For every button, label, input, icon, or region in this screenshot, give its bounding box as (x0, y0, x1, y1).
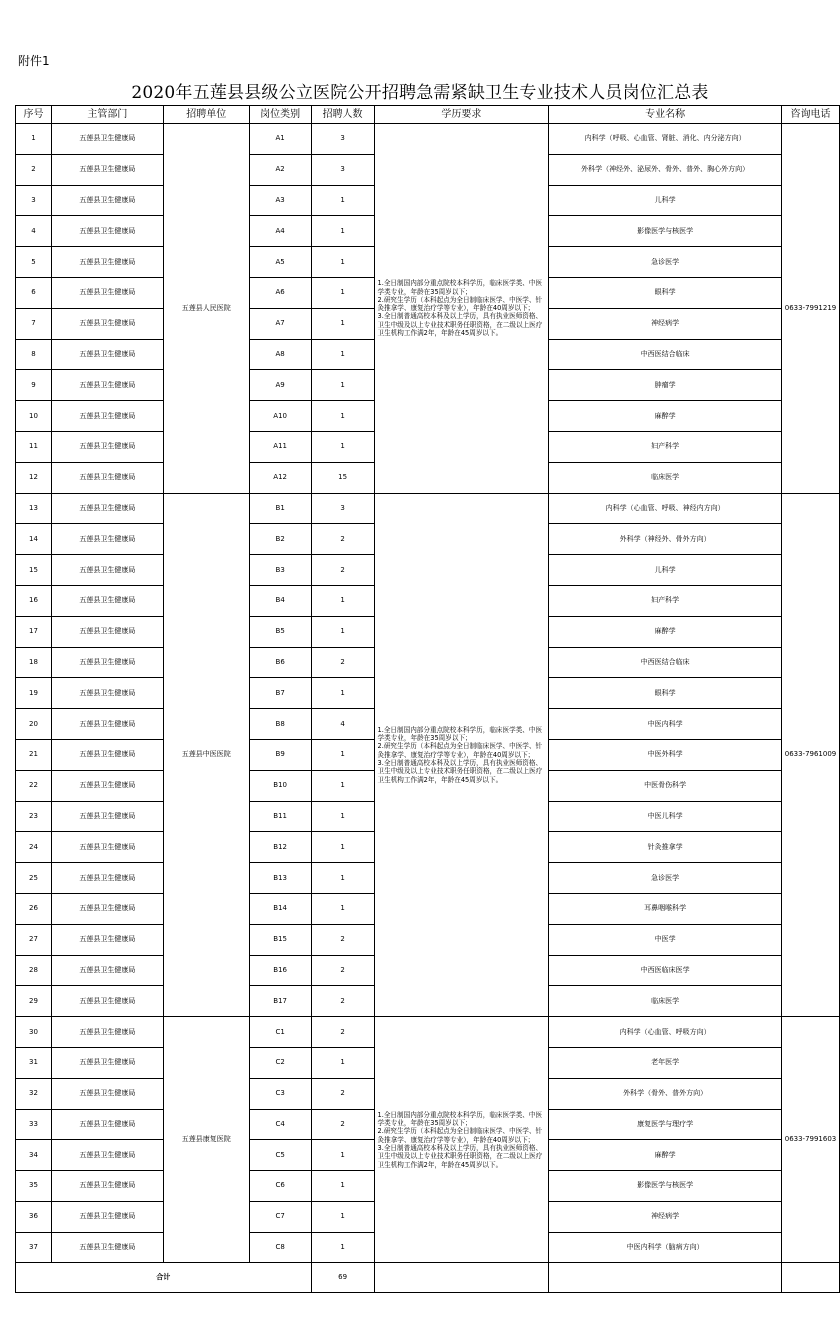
major-name: 眼科学 (549, 277, 782, 308)
row-number: 14 (16, 524, 52, 555)
hire-count: 2 (311, 555, 374, 586)
major-name: 儿科学 (549, 555, 782, 586)
hire-count: 4 (311, 709, 374, 740)
major-name: 急诊医学 (549, 247, 782, 278)
department-cell: 五莲县卫生健康局 (51, 524, 163, 555)
position-code: A4 (249, 216, 311, 247)
row-number: 7 (16, 308, 52, 339)
department-cell: 五莲县卫生健康局 (51, 770, 163, 801)
major-name: 肿瘤学 (549, 370, 782, 401)
hire-count: 1 (311, 1171, 374, 1202)
hire-count: 3 (311, 493, 374, 524)
hire-count: 1 (311, 893, 374, 924)
education-requirement: 1.全日制国内部分重点院校本科学历，临床医学类、中医学类专业，年龄在35周岁以下； 2.研究生学历（本科起点为全日制临床医学、中医学、针灸推拿学、康复治疗学等专业），年龄在40周岁以下； 3.全日制普通高校本科及以上学历，具有执业医师资格、卫生中级及以上专业技术职务任职资格，在二级以上医疗卫生机构工作满2年，年龄在45周岁以下。 (374, 493, 549, 1017)
position-code: B11 (249, 801, 311, 832)
row-number: 1 (16, 124, 52, 155)
department-cell: 五莲县卫生健康局 (51, 1171, 163, 1202)
hire-count: 1 (311, 616, 374, 647)
row-number: 27 (16, 924, 52, 955)
hire-count: 1 (311, 431, 374, 462)
hire-count: 1 (311, 1140, 374, 1171)
major-name: 麻醉学 (549, 1140, 782, 1171)
row-number: 30 (16, 1017, 52, 1048)
row-number: 34 (16, 1140, 52, 1171)
header-cell: 招聘人数 (311, 106, 374, 124)
table-row (16, 1017, 840, 1048)
hire-count: 2 (311, 986, 374, 1017)
row-number: 10 (16, 401, 52, 432)
row-number: 31 (16, 1047, 52, 1078)
row-number: 19 (16, 678, 52, 709)
hire-count: 1 (311, 770, 374, 801)
position-code: C5 (249, 1140, 311, 1171)
department-cell: 五莲县卫生健康局 (51, 585, 163, 616)
position-code: B7 (249, 678, 311, 709)
position-code: A3 (249, 185, 311, 216)
department-cell: 五莲县卫生健康局 (51, 955, 163, 986)
row-number: 6 (16, 277, 52, 308)
department-cell: 五莲县卫生健康局 (51, 832, 163, 863)
major-name: 中医外科学 (549, 739, 782, 770)
major-name: 妇产科学 (549, 431, 782, 462)
position-code: A7 (249, 308, 311, 339)
row-number: 22 (16, 770, 52, 801)
major-name: 儿科学 (549, 185, 782, 216)
hire-count: 1 (311, 370, 374, 401)
department-cell: 五莲县卫生健康局 (51, 370, 163, 401)
page-title: 2020年五莲县县级公立医院公开招聘急需紧缺卫生专业技术人员岗位汇总表 (131, 83, 709, 103)
position-code: B16 (249, 955, 311, 986)
major-name: 耳鼻咽喉科学 (549, 893, 782, 924)
hire-count: 1 (311, 247, 374, 278)
hire-count: 2 (311, 524, 374, 555)
department-cell: 五莲县卫生健康局 (51, 339, 163, 370)
hire-count: 2 (311, 1017, 374, 1048)
department-cell: 五莲县卫生健康局 (51, 216, 163, 247)
position-code: B5 (249, 616, 311, 647)
major-name: 内科学（呼吸、心血管、肾脏、消化、内分泌方向） (549, 124, 782, 155)
header-cell: 学历要求 (374, 106, 549, 124)
row-number: 5 (16, 247, 52, 278)
row-number: 18 (16, 647, 52, 678)
department-cell: 五莲县卫生健康局 (51, 154, 163, 185)
major-name: 内科学（心血管、呼吸、神经内方向） (549, 493, 782, 524)
unit-cell: 五莲县中医医院 (163, 493, 249, 1017)
header-cell: 岗位类别 (249, 106, 311, 124)
total-row (16, 1263, 840, 1293)
hire-count: 2 (311, 955, 374, 986)
department-cell: 五莲县卫生健康局 (51, 1232, 163, 1263)
hire-count: 2 (311, 924, 374, 955)
department-cell: 五莲县卫生健康局 (51, 1140, 163, 1171)
position-code: C7 (249, 1201, 311, 1232)
department-cell: 五莲县卫生健康局 (51, 462, 163, 493)
position-code: A6 (249, 277, 311, 308)
department-cell: 五莲县卫生健康局 (51, 924, 163, 955)
total-empty-cell (549, 1263, 782, 1293)
row-number: 32 (16, 1078, 52, 1109)
department-cell: 五莲县卫生健康局 (51, 1201, 163, 1232)
row-number: 12 (16, 462, 52, 493)
major-name: 外科学（神经外、泌尿外、骨外、普外、胸心外方向） (549, 154, 782, 185)
attachment-label: 附件1 (18, 54, 50, 68)
position-code: C4 (249, 1109, 311, 1140)
position-code: C3 (249, 1078, 311, 1109)
row-number: 13 (16, 493, 52, 524)
hire-count: 1 (311, 339, 374, 370)
position-code: B15 (249, 924, 311, 955)
position-code: B1 (249, 493, 311, 524)
hire-count: 1 (311, 185, 374, 216)
row-number: 21 (16, 739, 52, 770)
department-cell: 五莲县卫生健康局 (51, 555, 163, 586)
row-number: 33 (16, 1109, 52, 1140)
hire-count: 1 (311, 863, 374, 894)
major-name: 临床医学 (549, 986, 782, 1017)
hire-count: 1 (311, 216, 374, 247)
row-number: 16 (16, 585, 52, 616)
department-cell: 五莲县卫生健康局 (51, 1109, 163, 1140)
major-name: 妇产科学 (549, 585, 782, 616)
department-cell: 五莲县卫生健康局 (51, 678, 163, 709)
department-cell: 五莲县卫生健康局 (51, 616, 163, 647)
row-number: 11 (16, 431, 52, 462)
position-code: A10 (249, 401, 311, 432)
department-cell: 五莲县卫生健康局 (51, 986, 163, 1017)
position-code: A12 (249, 462, 311, 493)
header-cell: 招聘单位 (163, 106, 249, 124)
row-number: 9 (16, 370, 52, 401)
hire-count: 1 (311, 1201, 374, 1232)
major-name: 神经病学 (549, 308, 782, 339)
phone-cell: 0633-7961009 (781, 493, 839, 1017)
position-code: C6 (249, 1171, 311, 1202)
department-cell: 五莲县卫生健康局 (51, 1017, 163, 1048)
major-name: 麻醉学 (549, 401, 782, 432)
total-count: 69 (311, 1263, 374, 1293)
row-number: 3 (16, 185, 52, 216)
row-number: 24 (16, 832, 52, 863)
row-number: 37 (16, 1232, 52, 1263)
position-code: B2 (249, 524, 311, 555)
phone-cell: 0633-7991219 (781, 124, 839, 494)
position-code: B9 (249, 739, 311, 770)
major-name: 外科学（神经外、骨外方向） (549, 524, 782, 555)
row-number: 2 (16, 154, 52, 185)
position-code: C8 (249, 1232, 311, 1263)
total-empty-cell (781, 1263, 839, 1293)
row-number: 26 (16, 893, 52, 924)
major-name: 康复医学与理疗学 (549, 1109, 782, 1140)
row-number: 29 (16, 986, 52, 1017)
total-empty-cell (374, 1263, 549, 1293)
major-name: 内科学（心血管、呼吸方向） (549, 1017, 782, 1048)
hire-count: 15 (311, 462, 374, 493)
position-code: B8 (249, 709, 311, 740)
row-number: 4 (16, 216, 52, 247)
phone-cell: 0633-7991603 (781, 1017, 839, 1263)
major-name: 老年医学 (549, 1047, 782, 1078)
hire-count: 1 (311, 308, 374, 339)
position-code: B12 (249, 832, 311, 863)
table-row (16, 493, 840, 524)
major-name: 急诊医学 (549, 863, 782, 894)
hire-count: 2 (311, 1109, 374, 1140)
department-cell: 五莲县卫生健康局 (51, 893, 163, 924)
department-cell: 五莲县卫生健康局 (51, 709, 163, 740)
major-name: 中西医结合临床 (549, 647, 782, 678)
major-name: 中西医结合临床 (549, 339, 782, 370)
position-code: B6 (249, 647, 311, 678)
unit-cell: 五莲县康复医院 (163, 1017, 249, 1263)
department-cell: 五莲县卫生健康局 (51, 124, 163, 155)
row-number: 17 (16, 616, 52, 647)
department-cell: 五莲县卫生健康局 (51, 863, 163, 894)
major-name: 临床医学 (549, 462, 782, 493)
row-number: 25 (16, 863, 52, 894)
row-number: 8 (16, 339, 52, 370)
hire-count: 1 (311, 801, 374, 832)
table-row (16, 124, 840, 155)
position-code: C2 (249, 1047, 311, 1078)
hire-count: 2 (311, 1078, 374, 1109)
table-body (16, 124, 840, 1293)
major-name: 中医骨伤科学 (549, 770, 782, 801)
position-code: B13 (249, 863, 311, 894)
department-cell: 五莲县卫生健康局 (51, 401, 163, 432)
department-cell: 五莲县卫生健康局 (51, 493, 163, 524)
hire-count: 3 (311, 154, 374, 185)
education-requirement: 1.全日制国内部分重点院校本科学历，临床医学类、中医学类专业，年龄在35周岁以下； 2.研究生学历（本科起点为全日制临床医学、中医学、针灸推拿学、康复治疗学等专业），年龄在40周岁以下； 3.全日制普通高校本科及以上学历，具有执业医师资格、卫生中级及以上专业技术职务任职资格，在二级以上医疗卫生机构工作满2年，年龄在45周岁以下。 (374, 124, 549, 494)
major-name: 神经病学 (549, 1201, 782, 1232)
row-number: 20 (16, 709, 52, 740)
major-name: 针灸推拿学 (549, 832, 782, 863)
row-number: 36 (16, 1201, 52, 1232)
department-cell: 五莲县卫生健康局 (51, 277, 163, 308)
major-name: 眼科学 (549, 678, 782, 709)
department-cell: 五莲县卫生健康局 (51, 1078, 163, 1109)
hire-count: 2 (311, 647, 374, 678)
hire-count: 3 (311, 124, 374, 155)
unit-cell: 五莲县人民医院 (163, 124, 249, 494)
major-name: 中医学 (549, 924, 782, 955)
major-name: 外科学（骨外、普外方向） (549, 1078, 782, 1109)
major-name: 影像医学与核医学 (549, 1171, 782, 1202)
position-code: B4 (249, 585, 311, 616)
department-cell: 五莲县卫生健康局 (51, 1047, 163, 1078)
education-requirement: 1.全日制国内部分重点院校本科学历，临床医学类、中医学类专业，年龄在35周岁以下； 2.研究生学历（本科起点为全日制临床医学、中医学、针灸推拿学、康复治疗学等专业），年龄在40周岁以下； 3.全日制普通高校本科及以上学历，具有执业医师资格、卫生中级及以上专业技术职务任职资格，在二级以上医疗卫生机构工作满2年，年龄在45周岁以下。 (374, 1017, 549, 1263)
hire-count: 1 (311, 401, 374, 432)
table-header-row (16, 106, 840, 124)
major-name: 麻醉学 (549, 616, 782, 647)
row-number: 35 (16, 1171, 52, 1202)
position-code: A2 (249, 154, 311, 185)
header-cell: 咨询电话 (781, 106, 839, 124)
major-name: 中医内科学（脑病方向） (549, 1232, 782, 1263)
hire-count: 1 (311, 678, 374, 709)
positions-table (15, 105, 840, 1293)
row-number: 15 (16, 555, 52, 586)
major-name: 中西医临床医学 (549, 955, 782, 986)
hire-count: 1 (311, 832, 374, 863)
major-name: 中医儿科学 (549, 801, 782, 832)
department-cell: 五莲县卫生健康局 (51, 647, 163, 678)
total-label: 合计 (16, 1263, 312, 1293)
header-cell: 主管部门 (51, 106, 163, 124)
position-code: B17 (249, 986, 311, 1017)
position-code: A1 (249, 124, 311, 155)
row-number: 28 (16, 955, 52, 986)
hire-count: 1 (311, 585, 374, 616)
position-code: A5 (249, 247, 311, 278)
department-cell: 五莲县卫生健康局 (51, 247, 163, 278)
department-cell: 五莲县卫生健康局 (51, 431, 163, 462)
row-number: 23 (16, 801, 52, 832)
hire-count: 1 (311, 277, 374, 308)
position-code: B10 (249, 770, 311, 801)
hire-count: 1 (311, 1047, 374, 1078)
major-name: 中医内科学 (549, 709, 782, 740)
department-cell: 五莲县卫生健康局 (51, 801, 163, 832)
position-code: A11 (249, 431, 311, 462)
department-cell: 五莲县卫生健康局 (51, 185, 163, 216)
position-code: A9 (249, 370, 311, 401)
header-cell: 专业名称 (549, 106, 782, 124)
hire-count: 1 (311, 739, 374, 770)
position-code: C1 (249, 1017, 311, 1048)
department-cell: 五莲县卫生健康局 (51, 739, 163, 770)
position-code: B3 (249, 555, 311, 586)
department-cell: 五莲县卫生健康局 (51, 308, 163, 339)
major-name: 影像医学与核医学 (549, 216, 782, 247)
hire-count: 1 (311, 1232, 374, 1263)
header-cell: 序号 (16, 106, 52, 124)
position-code: B14 (249, 893, 311, 924)
position-code: A8 (249, 339, 311, 370)
